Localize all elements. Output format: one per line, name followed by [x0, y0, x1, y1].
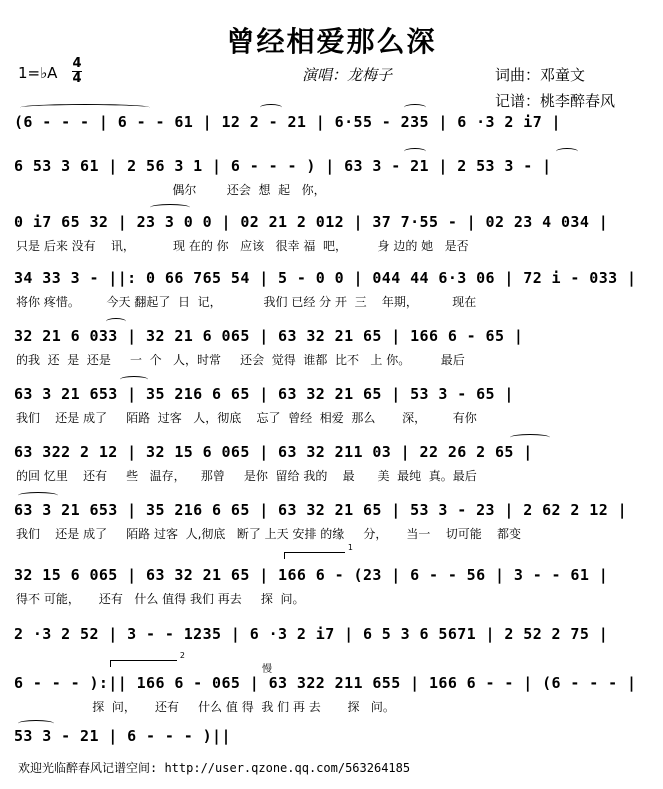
score-lyrics: 只是 后来 没有 讯， 现 在的 你 应该 很幸 福 吧， 身 边的 她 是否 — [16, 239, 469, 253]
score-notes: 63 3 21 653 | 35 216 6 65 | 63 32 21 65 | 53 3 - 23 | 2 62 2 12 | — [14, 501, 627, 519]
volta-bracket-1 — [284, 543, 353, 559]
score-lyrics: 探 问， 还有 什么 值 得 我 们 再 去 探 问。 — [16, 700, 395, 714]
time-signature-bottom: 4 — [72, 71, 82, 86]
score-notes: 0 i7 65 32 | 23 3 0 0 | 02 21 2 012 | 37 7·55 - | 02 23 4 034 | — [14, 213, 609, 231]
time-signature — [72, 58, 82, 85]
score-notes: 63 3 21 653 | 35 216 6 65 | 63 32 21 65 | 53 3 - 65 | — [14, 385, 514, 403]
score-notes: 2 ·3 2 52 | 3 - - 1235 | 6 ·3 2 i7 | 6 5 3 6 5671 | 2 52 2 75 | — [14, 625, 609, 643]
score-lyrics: 我们 还是 成了 陌路 过客 人,彻底 断了 上天 安排 的缘 分， 当一 切可能 都变 — [16, 527, 521, 541]
score-row — [0, 212, 663, 266]
singer: 演唱：龙梅子 — [302, 66, 393, 84]
score-lyrics: 我们 还是 成了 陌路 过客 人，彻底 忘了 曾经 相爱 那么 深， 有你 — [16, 411, 477, 425]
score-lyrics: 的我 还 是 还是 一 个 人，时常 还会 觉得 谁都 比不 上 你。 最后 — [16, 353, 465, 367]
key-signature: 1=♭A — [18, 64, 58, 82]
score-row — [0, 268, 663, 322]
slur-arc — [260, 104, 282, 111]
score-lyrics: 偶尔 还会 想 起 你， — [16, 183, 326, 197]
composer: 词曲：邓童文 — [495, 66, 586, 84]
score-notes: 34 33 3 - ||: 0 66 765 54 | 5 - 0 0 | 044 44 6·3 06 | 72 i - 033 | — [14, 269, 637, 287]
volta-number-1: 1 — [347, 543, 353, 552]
volta-number-2: 2 — [179, 651, 185, 660]
slur-arc — [510, 434, 550, 441]
page-title: 曾经相爱那么深 — [226, 25, 437, 58]
score-row — [0, 442, 663, 496]
volta-bracket-2 — [110, 651, 185, 667]
tempo-mark-slow: 慢 — [262, 664, 272, 675]
time-signature-top: 4 — [72, 56, 82, 71]
score-notes: 32 15 6 065 | 63 32 21 65 | 166 6 - (23 | 6 - - 56 | 3 - - 61 | — [14, 566, 609, 584]
score-notes: 53 3 - 21 | 6 - - - )|| — [14, 727, 231, 745]
score-notes: 6 - - - ):|| 166 6 - 065 | 63 322 211 655 | 166 6 - - | (6 - - - | — [14, 674, 637, 692]
score-notes: 6 53 3 61 | 2 56 3 1 | 6 - - - ) | 63 3 - 21 | 2 53 3 - | — [14, 157, 552, 175]
score-lyrics: 将你 疼惜。 今天 翻起了 日 记， 我们 已经 分 开 三 年期， 现在 — [16, 295, 477, 309]
score-notes: 32 21 6 033 | 32 21 6 065 | 63 32 21 65 | 166 6 - 65 | — [14, 327, 524, 345]
score-row — [0, 156, 663, 210]
score-notes: (6 - - - | 6 - - 61 | 12 2 - 21 | 6·55 - 235 | 6 ·3 2 i7 | — [14, 113, 561, 131]
slur-arc — [150, 204, 190, 211]
transcriber: 记谱：桃李醉春风 — [495, 92, 616, 110]
score-row — [0, 565, 663, 619]
footer-text: 欢迎光临醉春风记谱空间: http://user.qzone.qq.com/563264185 — [18, 761, 411, 775]
slur-arc — [18, 492, 58, 499]
score-row — [0, 500, 663, 554]
score-lyrics: 的回 忆里 还有 些 温存， 那曾 是你 留给 我的 最 美 最纯 真。最后 — [16, 469, 477, 483]
score-lyrics: 得不 可能， 还有 什么 值得 我们 再去 探 问。 — [16, 592, 305, 606]
slur-arc — [404, 148, 426, 155]
score-notes: 63 322 2 12 | 32 15 6 065 | 63 32 211 03 | 22 26 2 65 | — [14, 443, 533, 461]
slur-arc — [556, 148, 578, 155]
slur-arc — [20, 104, 150, 111]
score-row — [0, 384, 663, 438]
score-row — [0, 673, 663, 727]
score-row — [0, 624, 663, 678]
slur-arc — [18, 720, 54, 727]
score-row — [0, 326, 663, 380]
slur-arc — [106, 318, 126, 325]
slur-arc — [404, 104, 426, 111]
slur-arc — [120, 376, 148, 383]
